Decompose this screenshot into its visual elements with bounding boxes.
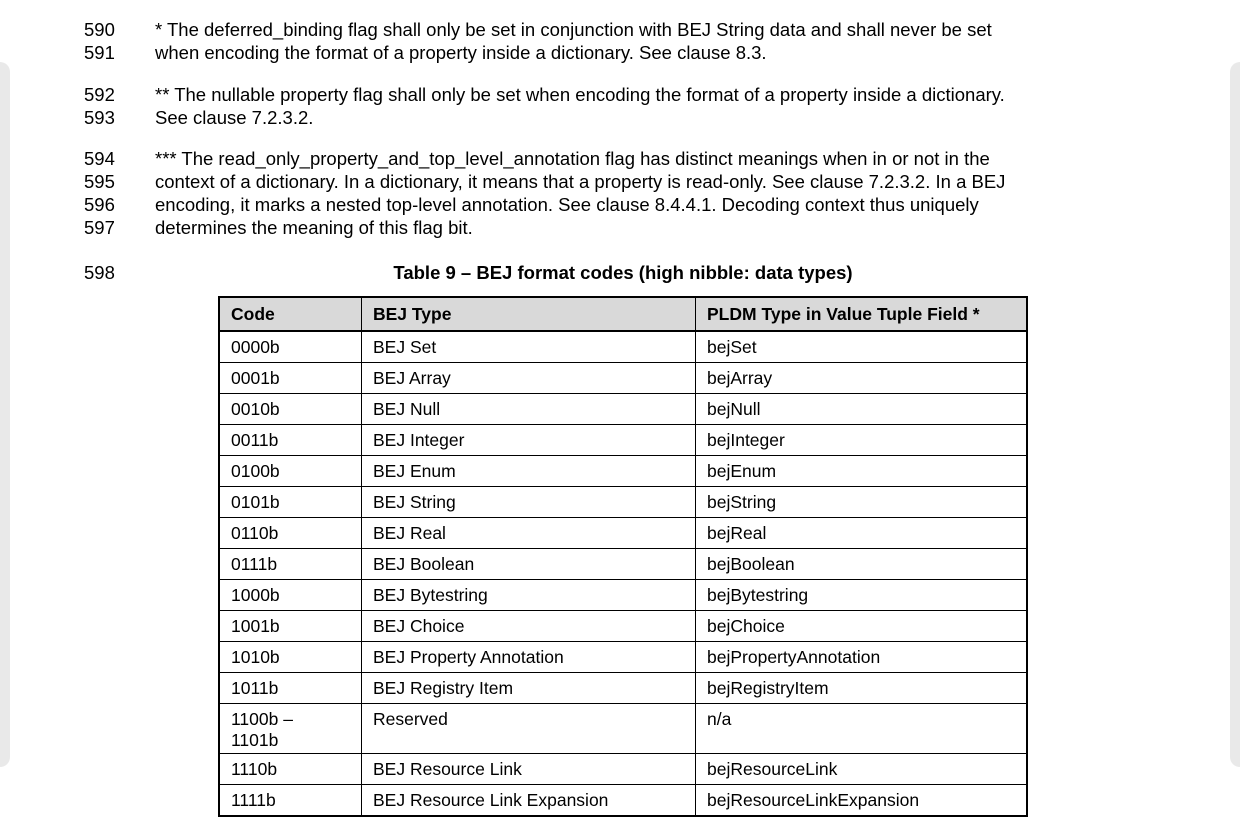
cell-code: 1000b bbox=[219, 580, 362, 611]
table-body bbox=[219, 331, 1027, 816]
cell-pldm-type: bejArray bbox=[696, 363, 1028, 394]
line-number: 590 bbox=[84, 19, 115, 40]
line-text: * The deferred_binding flag shall only be set in conjunction with BEJ String data and shall never be set bbox=[155, 19, 992, 40]
column-header-bej-type: BEJ Type bbox=[362, 297, 696, 331]
table-row bbox=[219, 456, 1027, 487]
line-number: 597 bbox=[84, 217, 115, 238]
line-number: 592 bbox=[84, 84, 115, 105]
cell-bej-type: BEJ String bbox=[362, 487, 696, 518]
cell-code: 0111b bbox=[219, 549, 362, 580]
cell-code: 1001b bbox=[219, 611, 362, 642]
table-row bbox=[219, 642, 1027, 673]
cell-code: 0100b bbox=[219, 456, 362, 487]
cell-pldm-type: bejResourceLink bbox=[696, 754, 1028, 785]
table-header-row bbox=[219, 297, 1027, 331]
line-number: 598 bbox=[84, 262, 115, 283]
line-text: See clause 7.2.3.2. bbox=[155, 107, 314, 128]
cell-code: 0010b bbox=[219, 394, 362, 425]
line-text: determines the meaning of this flag bit. bbox=[155, 217, 473, 238]
cell-code: 0000b bbox=[219, 331, 362, 363]
cell-code: 1010b bbox=[219, 642, 362, 673]
table-row bbox=[219, 785, 1027, 817]
cell-pldm-type: bejSet bbox=[696, 331, 1028, 363]
table-row bbox=[219, 363, 1027, 394]
table-row bbox=[219, 549, 1027, 580]
cell-code: 1100b – 1101b bbox=[219, 704, 362, 754]
cell-pldm-type: bejBoolean bbox=[696, 549, 1028, 580]
cell-pldm-type: n/a bbox=[696, 704, 1028, 754]
cell-bej-type: BEJ Real bbox=[362, 518, 696, 549]
cell-bej-type: BEJ Resource Link Expansion bbox=[362, 785, 696, 817]
cell-pldm-type: bejEnum bbox=[696, 456, 1028, 487]
cell-code: 1110b bbox=[219, 754, 362, 785]
cell-bej-type: BEJ Array bbox=[362, 363, 696, 394]
line-text: ** The nullable property flag shall only be set when encoding the format of a property inside a dictionary. bbox=[155, 84, 1005, 105]
column-header-pldm-type: PLDM Type in Value Tuple Field * bbox=[696, 297, 1028, 331]
line-number: 591 bbox=[84, 42, 115, 63]
cell-bej-type: BEJ Null bbox=[362, 394, 696, 425]
table-row bbox=[219, 331, 1027, 363]
table-row bbox=[219, 611, 1027, 642]
table-row bbox=[219, 394, 1027, 425]
line-number: 596 bbox=[84, 194, 115, 215]
table-row bbox=[219, 754, 1027, 785]
line-text: when encoding the format of a property inside a dictionary. See clause 8.3. bbox=[155, 42, 767, 63]
cell-code: 0001b bbox=[219, 363, 362, 394]
cell-bej-type: BEJ Bytestring bbox=[362, 580, 696, 611]
bej-format-codes-table bbox=[218, 296, 1028, 817]
cell-bej-type: BEJ Set bbox=[362, 331, 696, 363]
cell-bej-type: BEJ Boolean bbox=[362, 549, 696, 580]
line-text: context of a dictionary. In a dictionary, it means that a property is read-only. See clause 7.2.3.2. In a BEJ bbox=[155, 171, 1006, 192]
column-header-code: Code bbox=[219, 297, 362, 331]
table-row bbox=[219, 580, 1027, 611]
cell-pldm-type: bejReal bbox=[696, 518, 1028, 549]
cell-bej-type: BEJ Integer bbox=[362, 425, 696, 456]
line-text: encoding, it marks a nested top-level annotation. See clause 8.4.4.1. Decoding context thus uniquely bbox=[155, 194, 979, 215]
cell-bej-type: Reserved bbox=[362, 704, 696, 754]
cell-bej-type: BEJ Enum bbox=[362, 456, 696, 487]
table-row bbox=[219, 425, 1027, 456]
cell-pldm-type: bejInteger bbox=[696, 425, 1028, 456]
cell-bej-type: BEJ Choice bbox=[362, 611, 696, 642]
line-number: 595 bbox=[84, 171, 115, 192]
cell-code: 1011b bbox=[219, 673, 362, 704]
cell-pldm-type: bejChoice bbox=[696, 611, 1028, 642]
table-row bbox=[219, 704, 1027, 754]
table-caption: Table 9 – BEJ format codes (high nibble: data types) bbox=[393, 262, 853, 283]
cell-code: 0110b bbox=[219, 518, 362, 549]
cell-code: 1111b bbox=[219, 785, 362, 817]
cell-pldm-type: bejPropertyAnnotation bbox=[696, 642, 1028, 673]
table-row bbox=[219, 518, 1027, 549]
cell-code: 0011b bbox=[219, 425, 362, 456]
cell-pldm-type: bejResourceLinkExpansion bbox=[696, 785, 1028, 817]
table-row bbox=[219, 487, 1027, 518]
line-number: 594 bbox=[84, 148, 115, 169]
cell-bej-type: BEJ Property Annotation bbox=[362, 642, 696, 673]
cell-pldm-type: bejNull bbox=[696, 394, 1028, 425]
line-text: *** The read_only_property_and_top_level_annotation flag has distinct meanings when in or not in the bbox=[155, 148, 990, 169]
cell-code: 0101b bbox=[219, 487, 362, 518]
cell-bej-type: BEJ Resource Link bbox=[362, 754, 696, 785]
cell-pldm-type: bejRegistryItem bbox=[696, 673, 1028, 704]
cell-bej-type: BEJ Registry Item bbox=[362, 673, 696, 704]
table-row bbox=[219, 673, 1027, 704]
cell-pldm-type: bejBytestring bbox=[696, 580, 1028, 611]
line-number: 593 bbox=[84, 107, 115, 128]
cell-pldm-type: bejString bbox=[696, 487, 1028, 518]
